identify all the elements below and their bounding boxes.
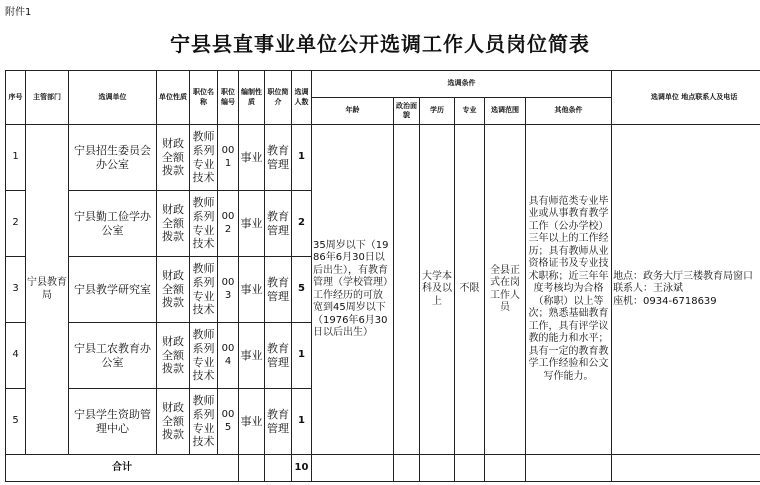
row-position-desc: 教育管理	[265, 389, 292, 455]
header-other: 其他条件	[526, 98, 612, 125]
row-unit-nature: 财政全额拨款	[157, 191, 190, 257]
row-position-desc: 教育管理	[265, 257, 292, 323]
total-blank	[612, 455, 760, 482]
row-unit-nature: 财政全额拨款	[157, 125, 190, 191]
row-staffing: 事业	[239, 191, 265, 257]
row-position-desc: 教育管理	[265, 191, 292, 257]
row-position-name: 教师系列专业技术	[190, 323, 218, 389]
header-political: 政治面貌	[394, 98, 420, 125]
total-blank	[312, 455, 394, 482]
position-table	[5, 70, 760, 482]
row-unit: 宁县学生资助管理中心	[69, 389, 157, 455]
row-staffing: 事业	[239, 323, 265, 389]
header-staffing-nature: 编制性质	[239, 71, 265, 125]
row-staffing: 事业	[239, 125, 265, 191]
row-unit: 宁县工农教育办公室	[69, 323, 157, 389]
row-unit: 宁县教学研究室	[69, 257, 157, 323]
major-condition: 不限	[455, 125, 485, 455]
header-unit: 选调单位	[69, 71, 157, 125]
header-position-code: 职位编号	[218, 71, 239, 125]
total-blank	[455, 455, 485, 482]
row-position-code: 005	[218, 389, 239, 455]
total-blank	[239, 455, 265, 482]
row-position-code: 004	[218, 323, 239, 389]
header-department: 主管部门	[26, 71, 69, 125]
header-row-1	[6, 71, 760, 98]
row-count: 1	[292, 323, 312, 389]
table-row	[6, 125, 760, 191]
row-unit-nature: 财政全额拨款	[157, 323, 190, 389]
row-position-desc: 教育管理	[265, 323, 292, 389]
total-blank	[420, 455, 455, 482]
row-position-name: 教师系列专业技术	[190, 191, 218, 257]
total-blank	[526, 455, 612, 482]
total-blank	[265, 455, 292, 482]
row-position-name: 教师系列专业技术	[190, 257, 218, 323]
row-count: 1	[292, 125, 312, 191]
political-condition	[394, 125, 420, 455]
department-cell: 宁县教育局	[26, 125, 69, 455]
total-label: 合计	[6, 455, 239, 482]
attachment-label: 附件1	[5, 7, 32, 18]
header-contact: 选调单位 地点联系人及电话	[612, 71, 760, 125]
row-count: 1	[292, 389, 312, 455]
total-blank	[485, 455, 526, 482]
contact-cell	[612, 125, 760, 455]
header-position-desc: 职位简介	[265, 71, 292, 125]
contact-phone: 座机：0934-6718639	[613, 295, 717, 307]
row-seq: 4	[6, 323, 26, 389]
contact-location: 地点：政务大厅三楼教育局窗口	[613, 270, 754, 282]
page-title: 宁县县直事业单位公开选调工作人员岗位简表	[170, 32, 590, 56]
header-age: 年龄	[312, 98, 394, 125]
row-staffing: 事业	[239, 257, 265, 323]
header-conditions: 选调条件	[312, 71, 612, 98]
row-position-code: 003	[218, 257, 239, 323]
row-position-desc: 教育管理	[265, 125, 292, 191]
row-position-name: 教师系列专业技术	[190, 125, 218, 191]
row-seq: 2	[6, 191, 26, 257]
row-position-code: 001	[218, 125, 239, 191]
scope-condition: 全县正式在岗工作人员	[485, 125, 526, 455]
header-position-name: 职位名称	[190, 71, 218, 125]
row-staffing: 事业	[239, 389, 265, 455]
header-major: 专业	[455, 98, 485, 125]
row-seq: 5	[6, 389, 26, 455]
total-blank	[394, 455, 420, 482]
row-unit: 宁县招生委员会办公室	[69, 125, 157, 191]
header-scope: 选调范围	[485, 98, 526, 125]
row-seq: 1	[6, 125, 26, 191]
other-condition: 具有师范类专业毕业或从事教育教学工作（公办学校）三年以上的工作经历；具有教师从业资格证书及专业技术职称；近三年年度考核均为合格（称职）以上等次；熟悉基础教育工作，具有评学议教的能力和水平；具有一定的教育教学工作经验和公文写作能力。	[526, 125, 612, 455]
row-position-name: 教师系列专业技术	[190, 389, 218, 455]
contact-person: 联系人：王泳斌	[613, 283, 684, 295]
row-unit: 宁县勤工俭学办公室	[69, 191, 157, 257]
header-unit-nature: 单位性质	[157, 71, 190, 125]
header-education: 学历	[420, 98, 455, 125]
header-seq: 序号	[6, 71, 26, 125]
row-unit-nature: 财政全额拨款	[157, 389, 190, 455]
row-unit-nature: 财政全额拨款	[157, 257, 190, 323]
total-row	[6, 455, 760, 482]
row-position-code: 002	[218, 191, 239, 257]
row-seq: 3	[6, 257, 26, 323]
age-condition: 35周岁以下（1986年6月30日以后出生），有教育管理（学校管理）工作经历的可放宽到45周岁以下（1976年6月30日以后出生）	[312, 125, 394, 455]
row-count: 5	[292, 257, 312, 323]
row-count: 2	[292, 191, 312, 257]
total-count: 10	[292, 455, 312, 482]
header-count: 选调人数	[292, 71, 312, 125]
education-condition: 大学本科及以上	[420, 125, 455, 455]
